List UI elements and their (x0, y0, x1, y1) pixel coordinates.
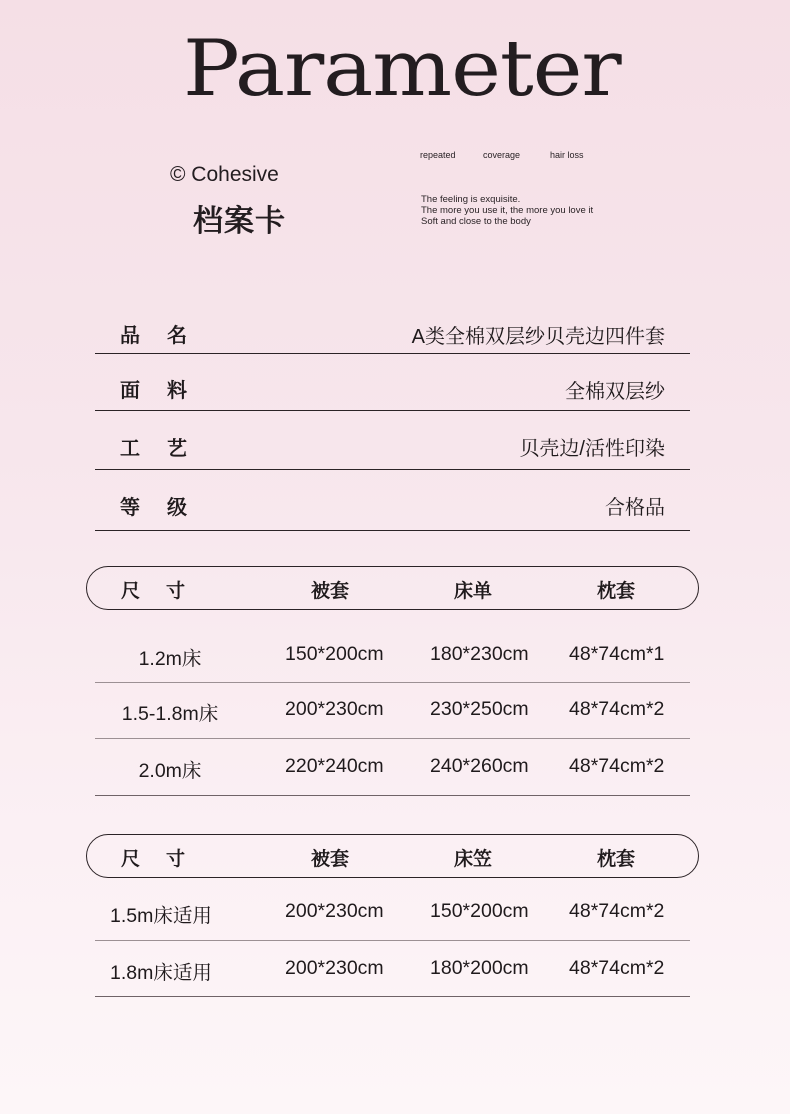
size-table-body (95, 878, 690, 997)
duvet-cell: 200*230cm (285, 900, 384, 922)
sheet-cell: 240*260cm (430, 755, 529, 777)
table-row (95, 941, 690, 997)
page-title: Parameter (183, 24, 621, 114)
slogan-text (421, 194, 593, 227)
pillowcase-cell: 48*74cm*2 (569, 957, 665, 979)
info-value: 合格品 (605, 497, 665, 519)
header-size: 尺 寸 (121, 848, 186, 870)
duvet-cell: 220*240cm (285, 755, 384, 777)
info-row-grade (95, 470, 690, 531)
pillowcase-cell: 48*74cm*2 (569, 755, 665, 777)
tag-item: coverage (483, 150, 521, 160)
table-row (95, 683, 690, 739)
info-value: 全棉双层纱 (565, 381, 665, 403)
header-duvet: 被套 (311, 580, 350, 602)
table-row (95, 878, 690, 941)
info-row-name (95, 307, 690, 354)
header-size: 尺 寸 (121, 580, 186, 602)
size-cell: 1.2m床 (138, 648, 202, 670)
fitted-sheet-cell: 180*200cm (430, 957, 529, 979)
info-label: 工 艺 (120, 436, 187, 460)
header-fitted-sheet: 床笠 (454, 848, 493, 870)
duvet-cell: 200*230cm (285, 698, 384, 720)
fitted-sheet-cell: 150*200cm (430, 900, 529, 922)
info-list (95, 307, 690, 531)
info-label: 面 料 (120, 378, 187, 402)
header-duvet: 被套 (311, 848, 350, 870)
info-row-fabric (95, 354, 690, 411)
info-value: 贝壳边/活性印染 (519, 438, 665, 460)
tag-item: repeated (420, 150, 456, 160)
size-cell: 1.5-1.8m床 (121, 703, 219, 725)
table-row (95, 739, 690, 796)
size-table-header (86, 834, 699, 878)
info-row-craft (95, 411, 690, 470)
size-cell: 1.5m床适用 (110, 905, 212, 927)
info-value: A类全棉双层纱贝壳边四件套 (411, 326, 665, 348)
size-cell: 2.0m床 (138, 760, 202, 782)
size-cell: 1.8m床适用 (110, 962, 212, 984)
size-table-2 (86, 834, 699, 997)
header-sheet: 床单 (454, 580, 493, 602)
card-title: 档案卡 (193, 204, 286, 239)
pillowcase-cell: 48*74cm*2 (569, 698, 665, 720)
brand-name: © Cohesive (170, 163, 279, 186)
header-pillowcase: 枕套 (597, 848, 636, 870)
pillowcase-cell: 48*74cm*1 (569, 643, 665, 665)
sheet-cell: 230*250cm (430, 698, 529, 720)
size-table-1 (86, 566, 699, 796)
tag-item: hair loss (550, 150, 584, 160)
size-table-body (95, 610, 690, 796)
slogan-line: Soft and close to the body (421, 216, 531, 227)
info-label: 品 名 (120, 323, 187, 347)
duvet-cell: 150*200cm (285, 643, 384, 665)
table-row (95, 610, 690, 683)
size-table-header (86, 566, 699, 610)
slogan-line: The more you use it, the more you love it (421, 205, 594, 216)
sheet-cell: 180*230cm (430, 643, 529, 665)
slogan-line: The feeling is exquisite. (421, 194, 521, 205)
pillowcase-cell: 48*74cm*2 (569, 900, 665, 922)
duvet-cell: 200*230cm (285, 957, 384, 979)
info-label: 等 级 (120, 495, 187, 519)
header-pillowcase: 枕套 (597, 580, 636, 602)
